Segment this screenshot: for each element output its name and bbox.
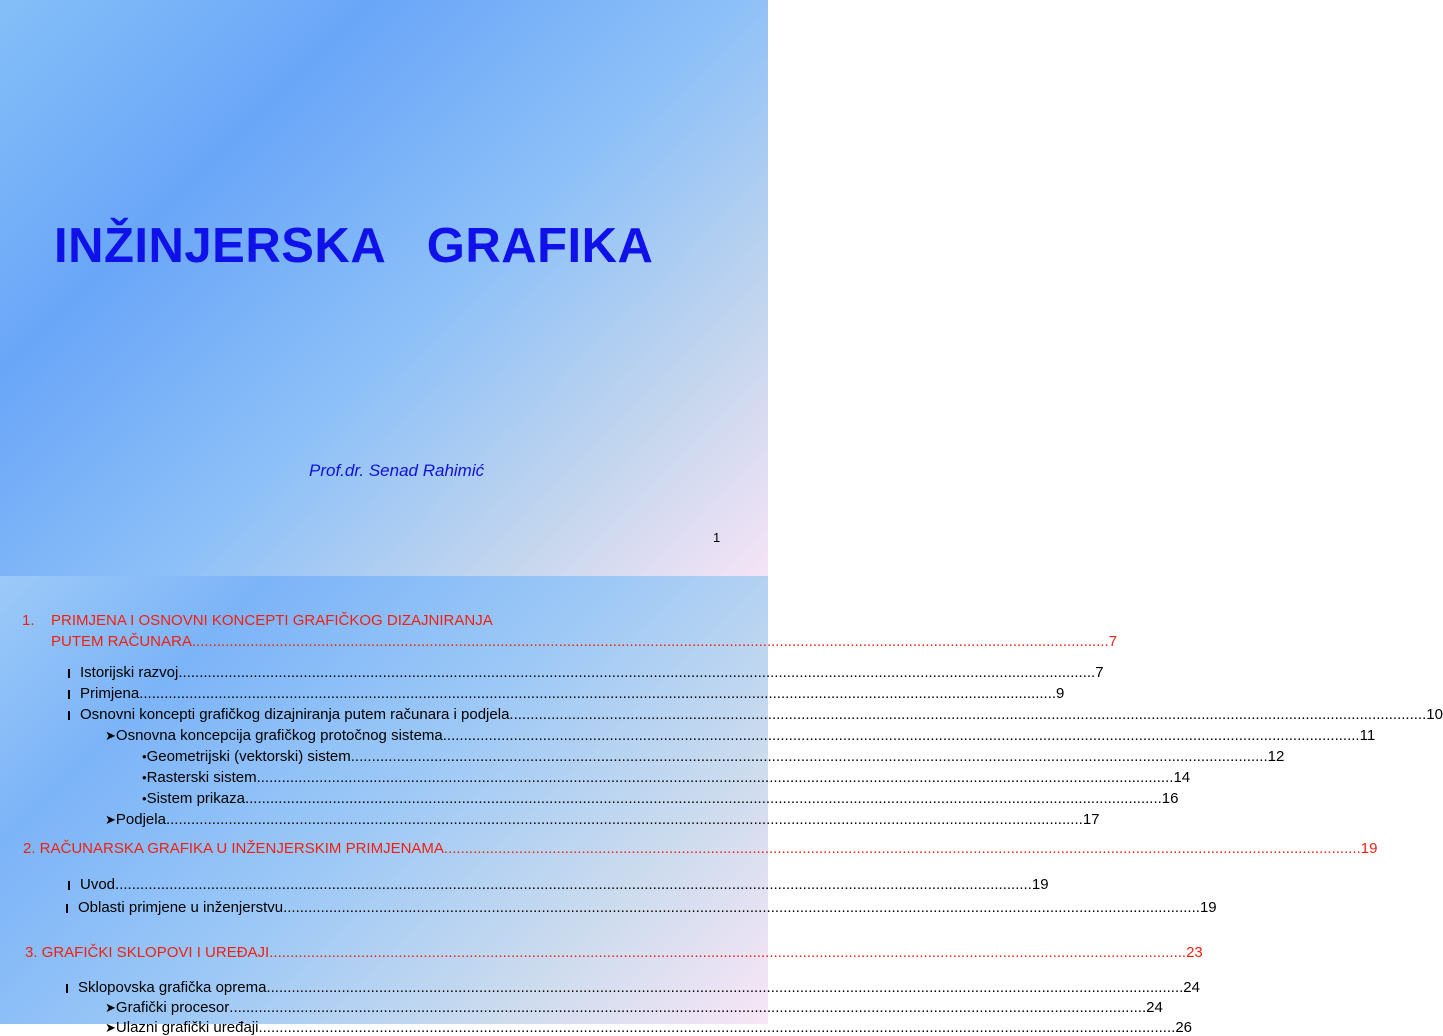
toc-item-page: 10	[1426, 706, 1443, 723]
section-1-number: 1.	[22, 612, 35, 629]
arrow-bullet-icon: ➤	[105, 728, 116, 743]
toc-item-page: 19	[1031, 876, 1049, 893]
section-1-title-cont: PUTEM RAČUNARA	[51, 633, 192, 650]
arrow-bullet-icon: ➤	[105, 812, 116, 827]
dot-bullet-icon: •	[142, 791, 147, 806]
section-1-heading-line1	[51, 612, 571, 629]
leader-dots: ............................................................................................................................................................................................................................	[139, 685, 1057, 702]
leader-dots: ............................................................................................................................................................................................................................	[350, 748, 1268, 765]
toc-item-page: 24	[1146, 999, 1163, 1016]
section-3-heading	[25, 944, 1203, 961]
section-2-title: 2. RAČUNARSKA GRAFIKA U INŽENJERSKIM PRIMJENAMA	[23, 840, 444, 857]
toc-item-label: Osnovni koncepti grafičkog dizajniranja putem računara i podjela	[80, 706, 510, 723]
toc-item	[68, 706, 1443, 723]
toc-item-page: 17	[1082, 811, 1100, 828]
toc-item	[66, 899, 1217, 916]
leader-dots: ............................................................................................................................................................................................................................	[442, 727, 1360, 744]
arrow-bullet-icon: ➤	[105, 1000, 116, 1015]
toc-item-page: 14	[1173, 769, 1191, 786]
toc-item-label: Osnovna koncepcija grafičkog protočnog sistema	[115, 727, 443, 744]
toc-subitem	[105, 727, 1376, 744]
toc-item	[66, 979, 1200, 996]
toc-item-page: 16	[1161, 790, 1179, 807]
leader-dots: ............................................................................................................................................................................................................................	[443, 840, 1361, 857]
toc-subitem	[105, 999, 1163, 1016]
leader-dots: ............................................................................................................................................................................................................................	[244, 790, 1162, 807]
checkbox-square-icon	[68, 690, 70, 699]
title-slide	[0, 0, 768, 576]
dot-bullet-icon: •	[142, 770, 147, 785]
section-3-page: 23	[1186, 944, 1203, 961]
toc-item-page: 7	[1095, 664, 1104, 681]
checkbox-square-icon	[68, 881, 70, 890]
slide-title: INŽINJERSKA GRAFIKA	[54, 219, 654, 273]
toc-item-label: Primjena	[80, 685, 140, 702]
toc-item	[68, 664, 1104, 681]
leader-dots: ............................................................................................................................................................................................................................	[269, 944, 1187, 961]
toc-subitem	[105, 811, 1100, 828]
leader-dots: ............................................................................................................................................................................................................................	[115, 876, 1032, 893]
section-3-title: 3. GRAFIČKI SKLOPOVI I UREĐAJI	[25, 944, 270, 961]
toc-item-label: Podjela	[115, 811, 166, 828]
toc-item-page: 11	[1359, 727, 1376, 744]
toc-subitem	[105, 1019, 1193, 1036]
toc-item-label: Uvod	[80, 876, 116, 893]
toc-subsubitem	[142, 769, 1191, 786]
checkbox-square-icon	[68, 711, 70, 720]
toc-item-page: 12	[1267, 748, 1285, 765]
checkbox-square-icon	[66, 904, 68, 913]
leader-dots: ............................................................................................................................................................................................................................	[256, 769, 1174, 786]
toc-item	[68, 876, 1049, 893]
leader-dots: ............................................................................................................................................................................................................................	[165, 811, 1083, 828]
toc-item-label: Oblasti primjene u inženjerstvu	[78, 899, 284, 916]
toc-item-label: Ulazni grafički uređaji	[115, 1019, 259, 1036]
leader-dots: ............................................................................................................................................................................................................................	[266, 979, 1184, 996]
toc-item	[68, 685, 1065, 702]
toc-item-label: Sklopovska grafička oprema	[78, 979, 267, 996]
toc-item-page: 26	[1175, 1019, 1193, 1036]
leader-dots: ............................................................................................................................................................................................................................	[229, 999, 1147, 1016]
leader-dots: ............................................................................................................................................................................................................................	[509, 706, 1427, 723]
leader-dots: ............................................................................................................................................................................................................................	[283, 899, 1200, 916]
toc-item-label: Geometrijski (vektorski) sistem	[146, 748, 351, 765]
toc-item-page: 9	[1056, 685, 1065, 702]
section-2-heading	[23, 840, 1378, 857]
section-1-title: PRIMJENA I OSNOVNI KONCEPTI GRAFIČKOG DIZAJNIRANJA	[51, 612, 493, 629]
section-2-page: 19	[1360, 840, 1378, 857]
toc-item-label: Rasterski sistem	[146, 769, 257, 786]
toc-item-page: 19	[1199, 899, 1217, 916]
leader-dots: ............................................................................................................................................................................................................................	[191, 633, 1109, 650]
section-1-heading-line2	[51, 633, 1118, 650]
contents-slide	[0, 576, 1443, 1036]
toc-item-page: 24	[1183, 979, 1200, 996]
page-number: 1	[713, 530, 721, 545]
section-1-page: 7	[1108, 633, 1118, 650]
leader-dots: ............................................................................................................................................................................................................................	[258, 1019, 1176, 1036]
toc-subsubitem	[142, 748, 1285, 765]
dot-bullet-icon: •	[142, 749, 147, 764]
arrow-bullet-icon: ➤	[105, 1020, 116, 1035]
checkbox-square-icon	[68, 669, 70, 678]
toc-item-label: Grafički procesor	[115, 999, 230, 1016]
checkbox-square-icon	[66, 984, 68, 993]
author-name: Prof.dr. Senad Rahimić	[309, 461, 485, 480]
toc-subsubitem	[142, 790, 1179, 807]
toc-item-label: Sistem prikaza	[146, 790, 245, 807]
toc-item-label: Istorijski razvoj	[80, 664, 179, 681]
leader-dots: ............................................................................................................................................................................................................................	[178, 664, 1096, 681]
